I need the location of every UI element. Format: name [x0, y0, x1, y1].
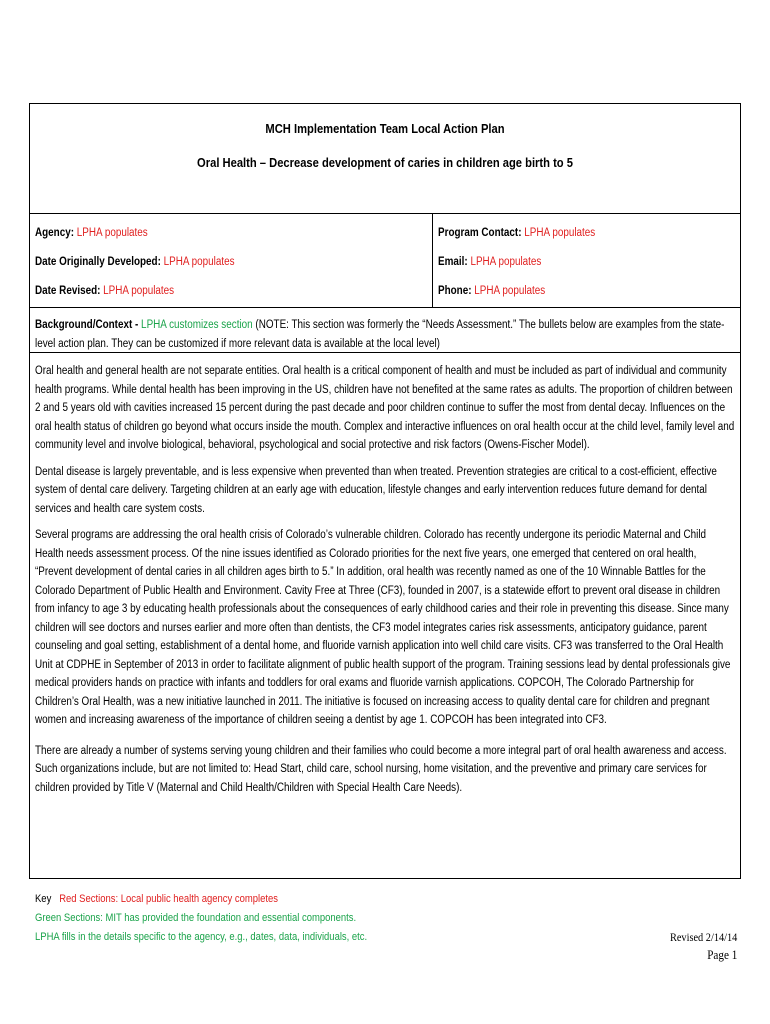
phone-row [438, 285, 698, 314]
document-title: MCH Implementation Team Local Action Plan [265, 121, 505, 136]
date-revised-value: LPHA populates [103, 285, 175, 297]
background-body [30, 353, 740, 797]
program-contact-label: Program Contact: [438, 227, 522, 239]
background-note: (NOTE: This section was formerly the “Needs Assessment.” The bullets below are examples from the state-level action plan. They can be customized if more relevant data is available at the local level) [35, 319, 725, 350]
page-number: Page 1 [706, 947, 737, 962]
program-contact-row [438, 227, 698, 256]
key-label: Key [35, 893, 52, 905]
date-developed-label: Date Originally Developed: [35, 256, 161, 268]
program-contact-value: LPHA populates [524, 227, 596, 239]
key-line-red [35, 893, 367, 912]
info-right-column [433, 214, 740, 307]
paragraph-systems: There are already a number of systems serving young children and their families who could become a more integral part of oral health awareness and access. Such organizations include, but are not limited to: Head Start, child care, school nursing, home visitation, and the preventive and primary care services for children provided by Title V (Maternal and Child Health/Children with Special Health Care Needs). [35, 744, 727, 794]
agency-label: Agency: [35, 227, 75, 239]
color-key [35, 893, 421, 950]
background-customizes: LPHA customizes section [141, 319, 253, 331]
page-footer [659, 930, 737, 963]
date-revised-label: Date Revised: [35, 285, 101, 297]
phone-value: LPHA populates [474, 285, 546, 297]
background-heading-text [35, 316, 735, 353]
key-green-text: Green Sections: MIT has provided the foundation and essential components. [35, 912, 357, 924]
date-developed-value: LPHA populates [163, 256, 235, 268]
key-red-text: Red Sections: Local public health agency completes [59, 893, 278, 905]
document-subtitle: Oral Health – Decrease development of caries in children age birth to 5 [197, 155, 573, 170]
paragraph-dental-disease: Dental disease is largely preventable, and is less expensive when prevented than when treated. Prevention strategies are critical to a cost-efficient, effective system of dental care delivery. Targeting children at an early age with education, lifestyle changes and early intervention reduces future demand for dental services and health care system costs. [35, 465, 717, 515]
background-label: Background/Context - [35, 319, 139, 331]
agency-value: LPHA populates [76, 227, 148, 239]
action-plan-document [29, 103, 741, 879]
phone-label: Phone: [438, 285, 472, 297]
agency-row [35, 227, 376, 256]
title-block [30, 104, 740, 214]
key-green-text-2: LPHA fills in the details specific to the agency, e.g., dates, data, individuals, etc. [35, 931, 368, 943]
date-developed-row [35, 256, 376, 285]
date-revised-row [35, 285, 376, 314]
revised-date: Revised 2/14/14 [669, 930, 737, 944]
email-label: Email: [438, 256, 468, 268]
info-left-column [30, 214, 433, 307]
email-value: LPHA populates [470, 256, 542, 268]
info-table [30, 214, 740, 308]
paragraph-programs: Several programs are addressing the oral health crisis of Colorado’s vulnerable children. Colorado has recently undergone its periodic Maternal and Child Health needs assessment process. Of the nine issues identified as Colorado priorities for the next five years, one emerged that centered on oral health, “Prevent development of dental caries in all children ages birth to 5.” In addition, oral health was recently named as one of the 10 Winnable Battles for the Colorado Department of Public Health and Environment. Cavity Free at Three (CF3), founded in 2007, is a statewide effort to prevent oral disease in children from infancy to age 3 by educating health professionals about the consequences of early childhood caries and their role in preventing this disease. Since many children will see doctors and nurses earlier and more often than dentists, the CF3 model integrates caries risk assessments, anticipatory guidance, parent counseling and goal setting, establishment of a dental home, and fluoride varnish application into well child care visits. CF3 was transferred to the Oral Health Unit at CDPHE in September of 2013 in order to facilitate alignment of public health support of the program. Training sessions lead by dental professionals give medical providers hands on practice with infants and toddlers for oral exams and fluoride varnish applications. COPCOH, The Colorado Partnership for Children’s Oral Health, was a new initiative launched in 2011. The initiative is focused on increasing access to quality dental care for children and pregnant women and increasing awareness of the importance of children seeing a dentist by age 1. COPCOH has been integrated into CF3. [35, 529, 731, 726]
paragraph-oral-health: Oral health and general health are not separate entities. Oral health is a critical component of health and must be included as part of individual and community health programs. While dental health has been improving in the US, children have not benefited at the same rates as adults. The proportion of children between 2 and 5 years old with cavities increased 15 percent during the past decade and poor children continue to suffer the most from dental decay. Influences on the oral health status of children go beyond what occurs inside the mouth. Complex and interactive influences on oral health occur at the child level, family level and community level and involve biological, behavioral, psychological and social protective and risk factors (Owens-Fischer Model). [35, 365, 735, 451]
email-row [438, 256, 698, 285]
background-header [30, 308, 740, 353]
background-body-text [35, 362, 735, 797]
